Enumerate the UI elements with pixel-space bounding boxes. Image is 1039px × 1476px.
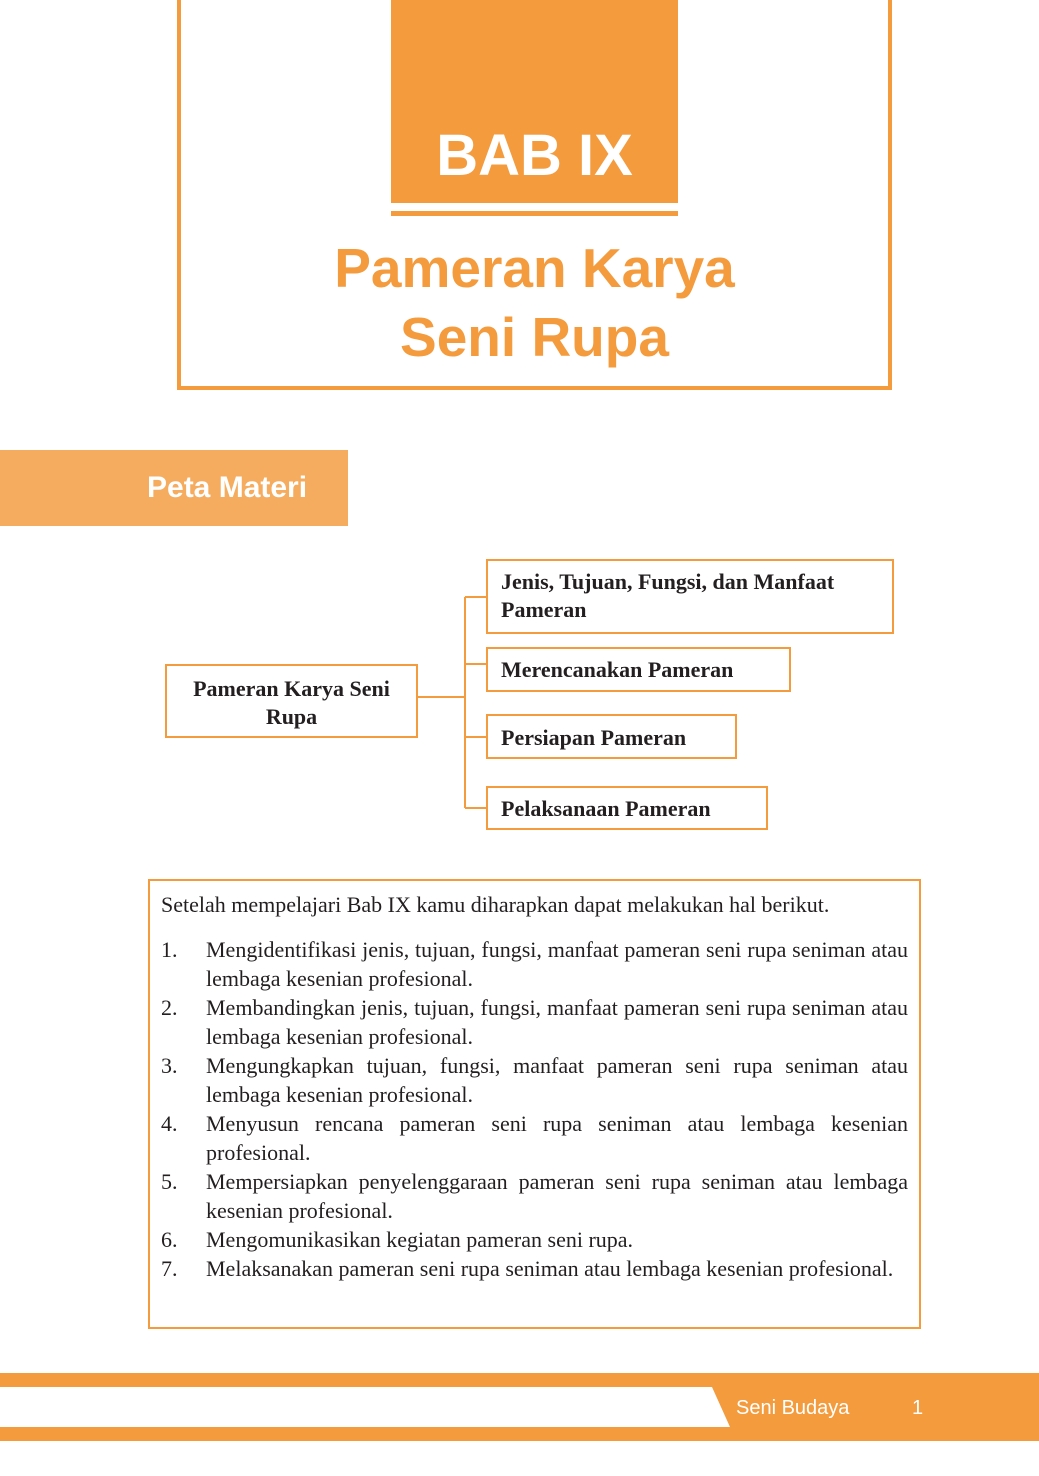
concept-map-branch-label: Persiapan Pameran [501, 725, 687, 750]
chapter-title-line-1: Pameran Karya [334, 237, 735, 299]
list-item-text: Melaksanakan pameran seni rupa seniman atau lembaga kesenian profesional. [206, 1256, 894, 1281]
list-item-number: 2. [161, 995, 178, 1020]
list-item [161, 1051, 908, 1109]
list-item-number: 7. [161, 1256, 178, 1281]
footer-bar-bottom [0, 1427, 1039, 1441]
concept-map-branch [486, 559, 894, 634]
chapter-title-line-2: Seni Rupa [400, 306, 669, 368]
list-item-number: 5. [161, 1169, 178, 1194]
concept-map-root-line-1: Pameran Karya Seni [193, 676, 390, 701]
footer-book-title: Seni Budaya [736, 1397, 850, 1419]
page-number: 1 [912, 1397, 924, 1419]
footer-bar-top [0, 1373, 1039, 1387]
list-item-text: Mengomunikasikan kegiatan pameran seni rupa. [206, 1227, 634, 1252]
list-item [161, 935, 908, 993]
concept-map-branch [486, 786, 768, 830]
chapter-number: BAB IX [436, 123, 633, 188]
concept-map-branch-label: Pelaksanaan Pameran [501, 796, 711, 821]
concept-map-branch-label: Merencanakan Pameran [501, 657, 734, 682]
list-item [161, 1167, 908, 1225]
list-item [161, 1109, 908, 1167]
list-item-text: Mempersiapkan penyelenggaraan pameran seni rupa seniman atau lembaga kesenian profesional. [206, 1169, 908, 1223]
list-item-text: Menyusun rencana pameran seni rupa seniman atau lembaga kesenian profesional. [206, 1111, 908, 1165]
list-item [161, 1254, 908, 1283]
concept-map-root [165, 664, 418, 738]
list-item [161, 1225, 908, 1254]
concept-map-branch-label: Pameran [501, 597, 587, 622]
concept-map-branch [486, 714, 737, 759]
list-item-text: Mengidentifikasi jenis, tujuan, fungsi, manfaat pameran seni rupa seniman atau lembaga kesenian profesional. [206, 937, 908, 991]
concept-map-root-line-2: Rupa [265, 704, 318, 729]
section-label: Peta Materi [147, 471, 308, 504]
objectives-intro: Setelah mempelajari Bab IX kamu diharapkan dapat melakukan hal berikut. [161, 892, 830, 917]
list-item-number: 3. [161, 1053, 178, 1078]
list-item-number: 4. [161, 1111, 178, 1136]
concept-map-branch [486, 647, 791, 692]
list-item-number: 6. [161, 1227, 178, 1252]
list-item-number: 1. [161, 937, 178, 962]
list-item-text: Mengungkapkan tujuan, fungsi, manfaat pameran seni rupa seniman atau lembaga kesenian profesional. [206, 1053, 908, 1107]
objectives-list [161, 935, 908, 1283]
concept-map-branch-label: Jenis, Tujuan, Fungsi, dan Manfaat [501, 569, 835, 594]
list-item-text: Membandingkan jenis, tujuan, fungsi, manfaat pameran seni rupa seniman atau lembaga kesenian profesional. [206, 995, 908, 1049]
footer-tab-slant [700, 1387, 730, 1427]
list-item [161, 993, 908, 1051]
